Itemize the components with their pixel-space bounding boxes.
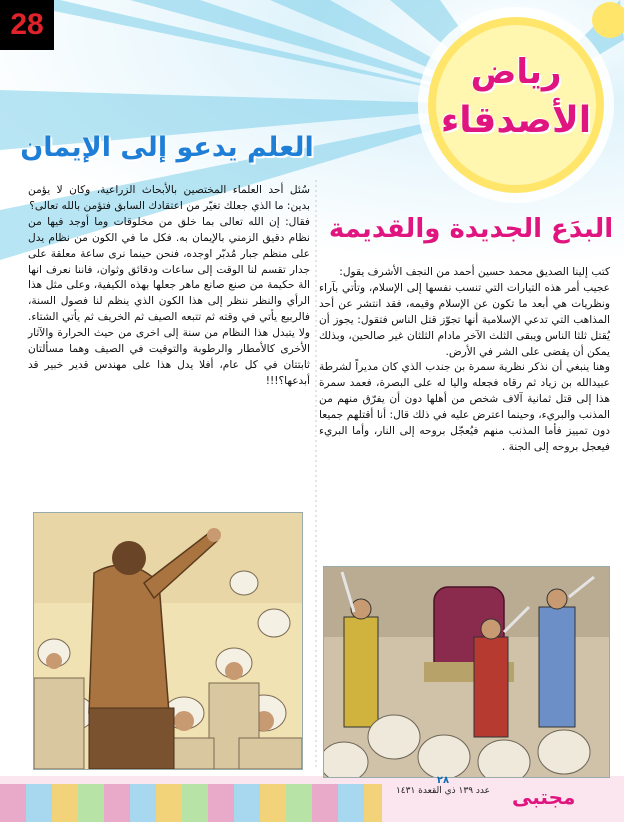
issue-info xyxy=(382,775,504,797)
page-number: 28 xyxy=(0,0,54,50)
section-title-line2: الأصدقاء xyxy=(440,100,592,141)
right-article-body xyxy=(319,265,610,456)
footer-page-number: ٢٨ xyxy=(436,775,450,786)
governor-illustration xyxy=(323,566,610,778)
right-paragraph: وهنا ينبغي أن نذكر نظرية سمرة بن جندب الذي كان مديراً لشرطة عبيدالله بن زياد ثم رقاه فجعله واليا له على البصرة، فعمد سمرة هذا إلى قتل ثمانية آلاف شخص من أهلها دون أن يفرّق منهم من المذنب والبريء، وحينما اعترض عليه في ذلك قال: أنا أقتلهم جميعا دون تمييز فأما المذنب منهم فيُعجّل بروحه إلى النار، وأما البريء فيعجل بروحه إلى الجنة . xyxy=(319,361,610,453)
right-paragraph: عجيب أمر هذه التيارات التي تنسب نفسها إلى الإسلام، وتأتي بآراء ونظريات هي أبعد ما تكون عن الإسلام وقيمه، فقد انتشر عن أحد المذاهب التي تدعي الإسلامية أنها تجوّز قتل الناس فتقول: يجوز أن يُقتل ثلثا الناس ويبقى الثلث الآخر مادام الثلثان غير صالحين، وبذلك يمكن أن يقضى على الشر في الأرض. xyxy=(319,281,610,358)
section-logo xyxy=(421,38,611,178)
preacher-illustration xyxy=(33,512,303,770)
left-article-body xyxy=(28,183,310,390)
left-article-title: العلم يدعو إلى الإيمان xyxy=(20,132,314,163)
section-title-line1: رياض xyxy=(470,52,562,92)
right-article-title: البدَع الجديدة والقديمة xyxy=(328,214,614,244)
left-paragraph: فقال: إن الله تعالى بما خلق من مخلوقات وما أوجد فيها من نظام دقيق الزمني بالإيمان به. فكل ما في الكون من نظام يدل على منظم جبار مُدبّر اوجده، فنحن حينما نرى ساعة معلقة على جدار تقسم لنا الوقت إلى ساعات ودقائق وثوان، فاننا نعرف انها الة حكيمة من صنع صانع ماهر جعلها بهذه الكيفية، وعلى مثل هذا الرأي والنظر ننظر إلى هذا الكون الذي ينظم لنا فصول السنة، فالربيع يأتي في وقته ثم تتبعه الصيف ثم الخريف ثم يأتي الشتاء. ولا يتبدل هذا النظام من سنة إلى اخرى من حيث الحرارة والآثار الأخرى كالأمطار والرطوبة والتوقيت في الصيف وهما مسألتان ثابتتان في كل عام، أفلا يدل هذا على مهندس قدير خبير قد أبدعها؟!!! xyxy=(28,215,310,387)
issue-label: عدد ١٣٩ ذي القعدة ١٤٣١ xyxy=(395,786,491,796)
right-paragraph: كتب إلينا الصديق محمد حسين أحمد من النجف الأشرف يقول: xyxy=(339,266,610,278)
magazine-logo: مجتبى xyxy=(512,785,576,809)
left-paragraph: سُئل أحد العلماء المختصين بالأبحاث الزراعية، وكان لا يؤمن بدين: ما الذي جعلك تغيّر من اعتقادك السابق فتؤمن بالله تعالى؟ xyxy=(28,184,310,212)
